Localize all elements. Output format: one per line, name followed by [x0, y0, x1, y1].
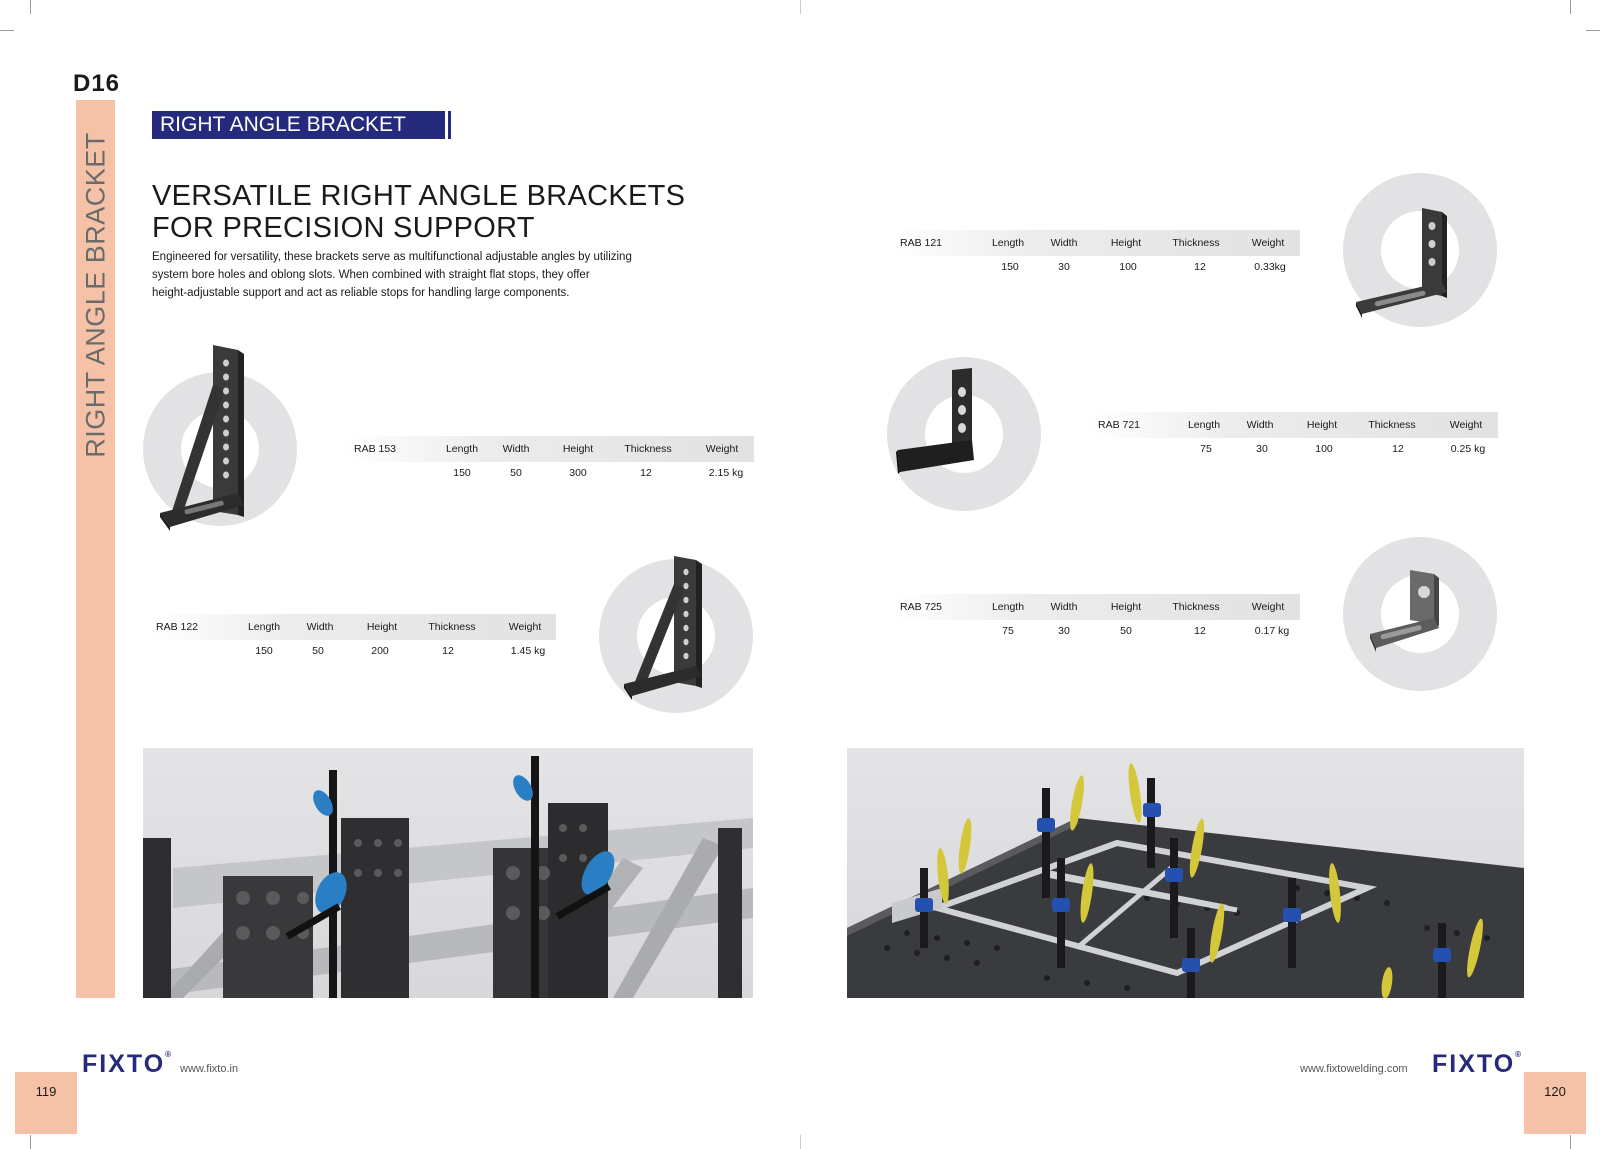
- rab725-length: 75: [1002, 625, 1014, 637]
- rab121-thickness: 12: [1194, 261, 1206, 273]
- rab153-spec-table: [346, 436, 754, 484]
- right-page-number: 120: [1544, 1084, 1566, 1099]
- rab721-width: 30: [1256, 443, 1268, 455]
- right-page-number-box: [1524, 1072, 1586, 1134]
- rab725-weight: 0.17 kg: [1254, 625, 1290, 637]
- rab721-spec-table: [1090, 412, 1498, 460]
- rab122-height: 200: [371, 645, 389, 657]
- width-header: Width: [1246, 419, 1274, 431]
- thickness-header: Thickness: [1368, 419, 1416, 431]
- left-brand-logo: [82, 1050, 171, 1079]
- right-brand-logo: [1432, 1050, 1521, 1079]
- rab153-height: 300: [569, 467, 587, 479]
- left-website-url: www.fixto.in: [180, 1063, 239, 1075]
- height-header: Height: [366, 621, 398, 633]
- rab725-spec-table: [892, 594, 1300, 642]
- banner-stripes: [442, 111, 454, 139]
- width-header: Width: [1050, 237, 1078, 249]
- rab121-weight: 0.33kg: [1254, 261, 1286, 273]
- rab122-spec-table: [152, 614, 556, 662]
- thickness-header: Thickness: [428, 621, 476, 633]
- rab153-code: RAB 153: [354, 443, 397, 455]
- side-label-text: RIGHT ANGLE BRACKET: [80, 132, 110, 458]
- weight-header: Weight: [1251, 237, 1285, 249]
- intro-line-1: Engineered for versatility, these brackets serve as multifunctional adjustable angles by utilizing: [152, 251, 632, 263]
- section-code: D16: [73, 70, 121, 97]
- width-header: Width: [502, 443, 530, 455]
- left-photo-illustration: [143, 748, 753, 998]
- rab121-length: 150: [1001, 261, 1019, 273]
- height-header: Height: [562, 443, 594, 455]
- weight-header: Weight: [1251, 601, 1285, 613]
- rab721-code: RAB 721: [1098, 419, 1141, 431]
- weight-header: Weight: [508, 621, 542, 633]
- rab721-height: 100: [1315, 443, 1333, 455]
- rab725-height: 50: [1120, 625, 1132, 637]
- right-application-photo: [847, 748, 1524, 998]
- right-photo-illustration: [847, 748, 1524, 998]
- left-brand-text: FIXTO: [82, 1050, 166, 1078]
- rab121-height: 100: [1119, 261, 1137, 273]
- thickness-header: Thickness: [1172, 237, 1220, 249]
- section-banner: RIGHT ANGLE BRACKET: [152, 111, 442, 139]
- title-line-2: FOR PRECISION SUPPORT: [152, 212, 535, 244]
- length-header: Length: [991, 237, 1025, 249]
- rab122-code: RAB 122: [156, 621, 199, 633]
- height-header: Height: [1110, 237, 1142, 249]
- rab121-spec-table: [892, 230, 1300, 278]
- left-page-number: 119: [35, 1084, 57, 1099]
- rab153-thickness: 12: [640, 467, 652, 479]
- rab153-product-image: [140, 345, 300, 540]
- left-application-photo: [143, 748, 753, 998]
- length-header: Length: [445, 443, 479, 455]
- rab721-weight: 0.25 kg: [1450, 443, 1486, 455]
- rab153-length: 150: [453, 467, 471, 479]
- rab122-thickness: 12: [442, 645, 454, 657]
- rab121-width: 30: [1058, 261, 1070, 273]
- rab122-length: 150: [255, 645, 273, 657]
- length-header: Length: [247, 621, 281, 633]
- rab122-width: 50: [312, 645, 324, 657]
- left-page-number-box: [15, 1072, 77, 1134]
- left-registered-mark: ®: [165, 1050, 172, 1059]
- rab721-thickness: 12: [1392, 443, 1404, 455]
- intro-line-2: system bore holes and oblong slots. When combined with straight flat stops, they offer: [152, 269, 590, 281]
- length-header: Length: [1187, 419, 1221, 431]
- rab725-code: RAB 725: [900, 601, 943, 613]
- rab153-weight: 2.15 kg: [708, 467, 744, 479]
- right-registered-mark: ®: [1515, 1050, 1522, 1059]
- intro-line-3: height-adjustable support and act as reliable stops for handling large components.: [152, 287, 570, 299]
- thickness-header: Thickness: [1172, 601, 1220, 613]
- rab721-length: 75: [1200, 443, 1212, 455]
- rab122-weight: 1.45 kg: [510, 645, 546, 657]
- page-title: [152, 180, 692, 244]
- length-header: Length: [991, 601, 1025, 613]
- rab122-product-image: [596, 556, 756, 716]
- weight-header: Weight: [705, 443, 739, 455]
- rab121-code: RAB 121: [900, 237, 943, 249]
- thickness-header: Thickness: [624, 443, 672, 455]
- intro-paragraph: [152, 248, 672, 302]
- width-header: Width: [306, 621, 334, 633]
- rab725-width: 30: [1058, 625, 1070, 637]
- right-website-url: www.fixtowelding.com: [1300, 1063, 1408, 1075]
- rab721-product-image: [884, 354, 1044, 514]
- right-brand-text: FIXTO: [1432, 1050, 1516, 1078]
- title-line-1: VERSATILE RIGHT ANGLE BRACKETS: [152, 180, 686, 212]
- rab121-product-image: [1340, 170, 1500, 330]
- weight-header: Weight: [1449, 419, 1483, 431]
- rab725-thickness: 12: [1194, 625, 1206, 637]
- side-label: [76, 100, 115, 490]
- width-header: Width: [1050, 601, 1078, 613]
- rab725-product-image: [1340, 534, 1500, 694]
- height-header: Height: [1110, 601, 1142, 613]
- height-header: Height: [1306, 419, 1338, 431]
- rab153-width: 50: [510, 467, 522, 479]
